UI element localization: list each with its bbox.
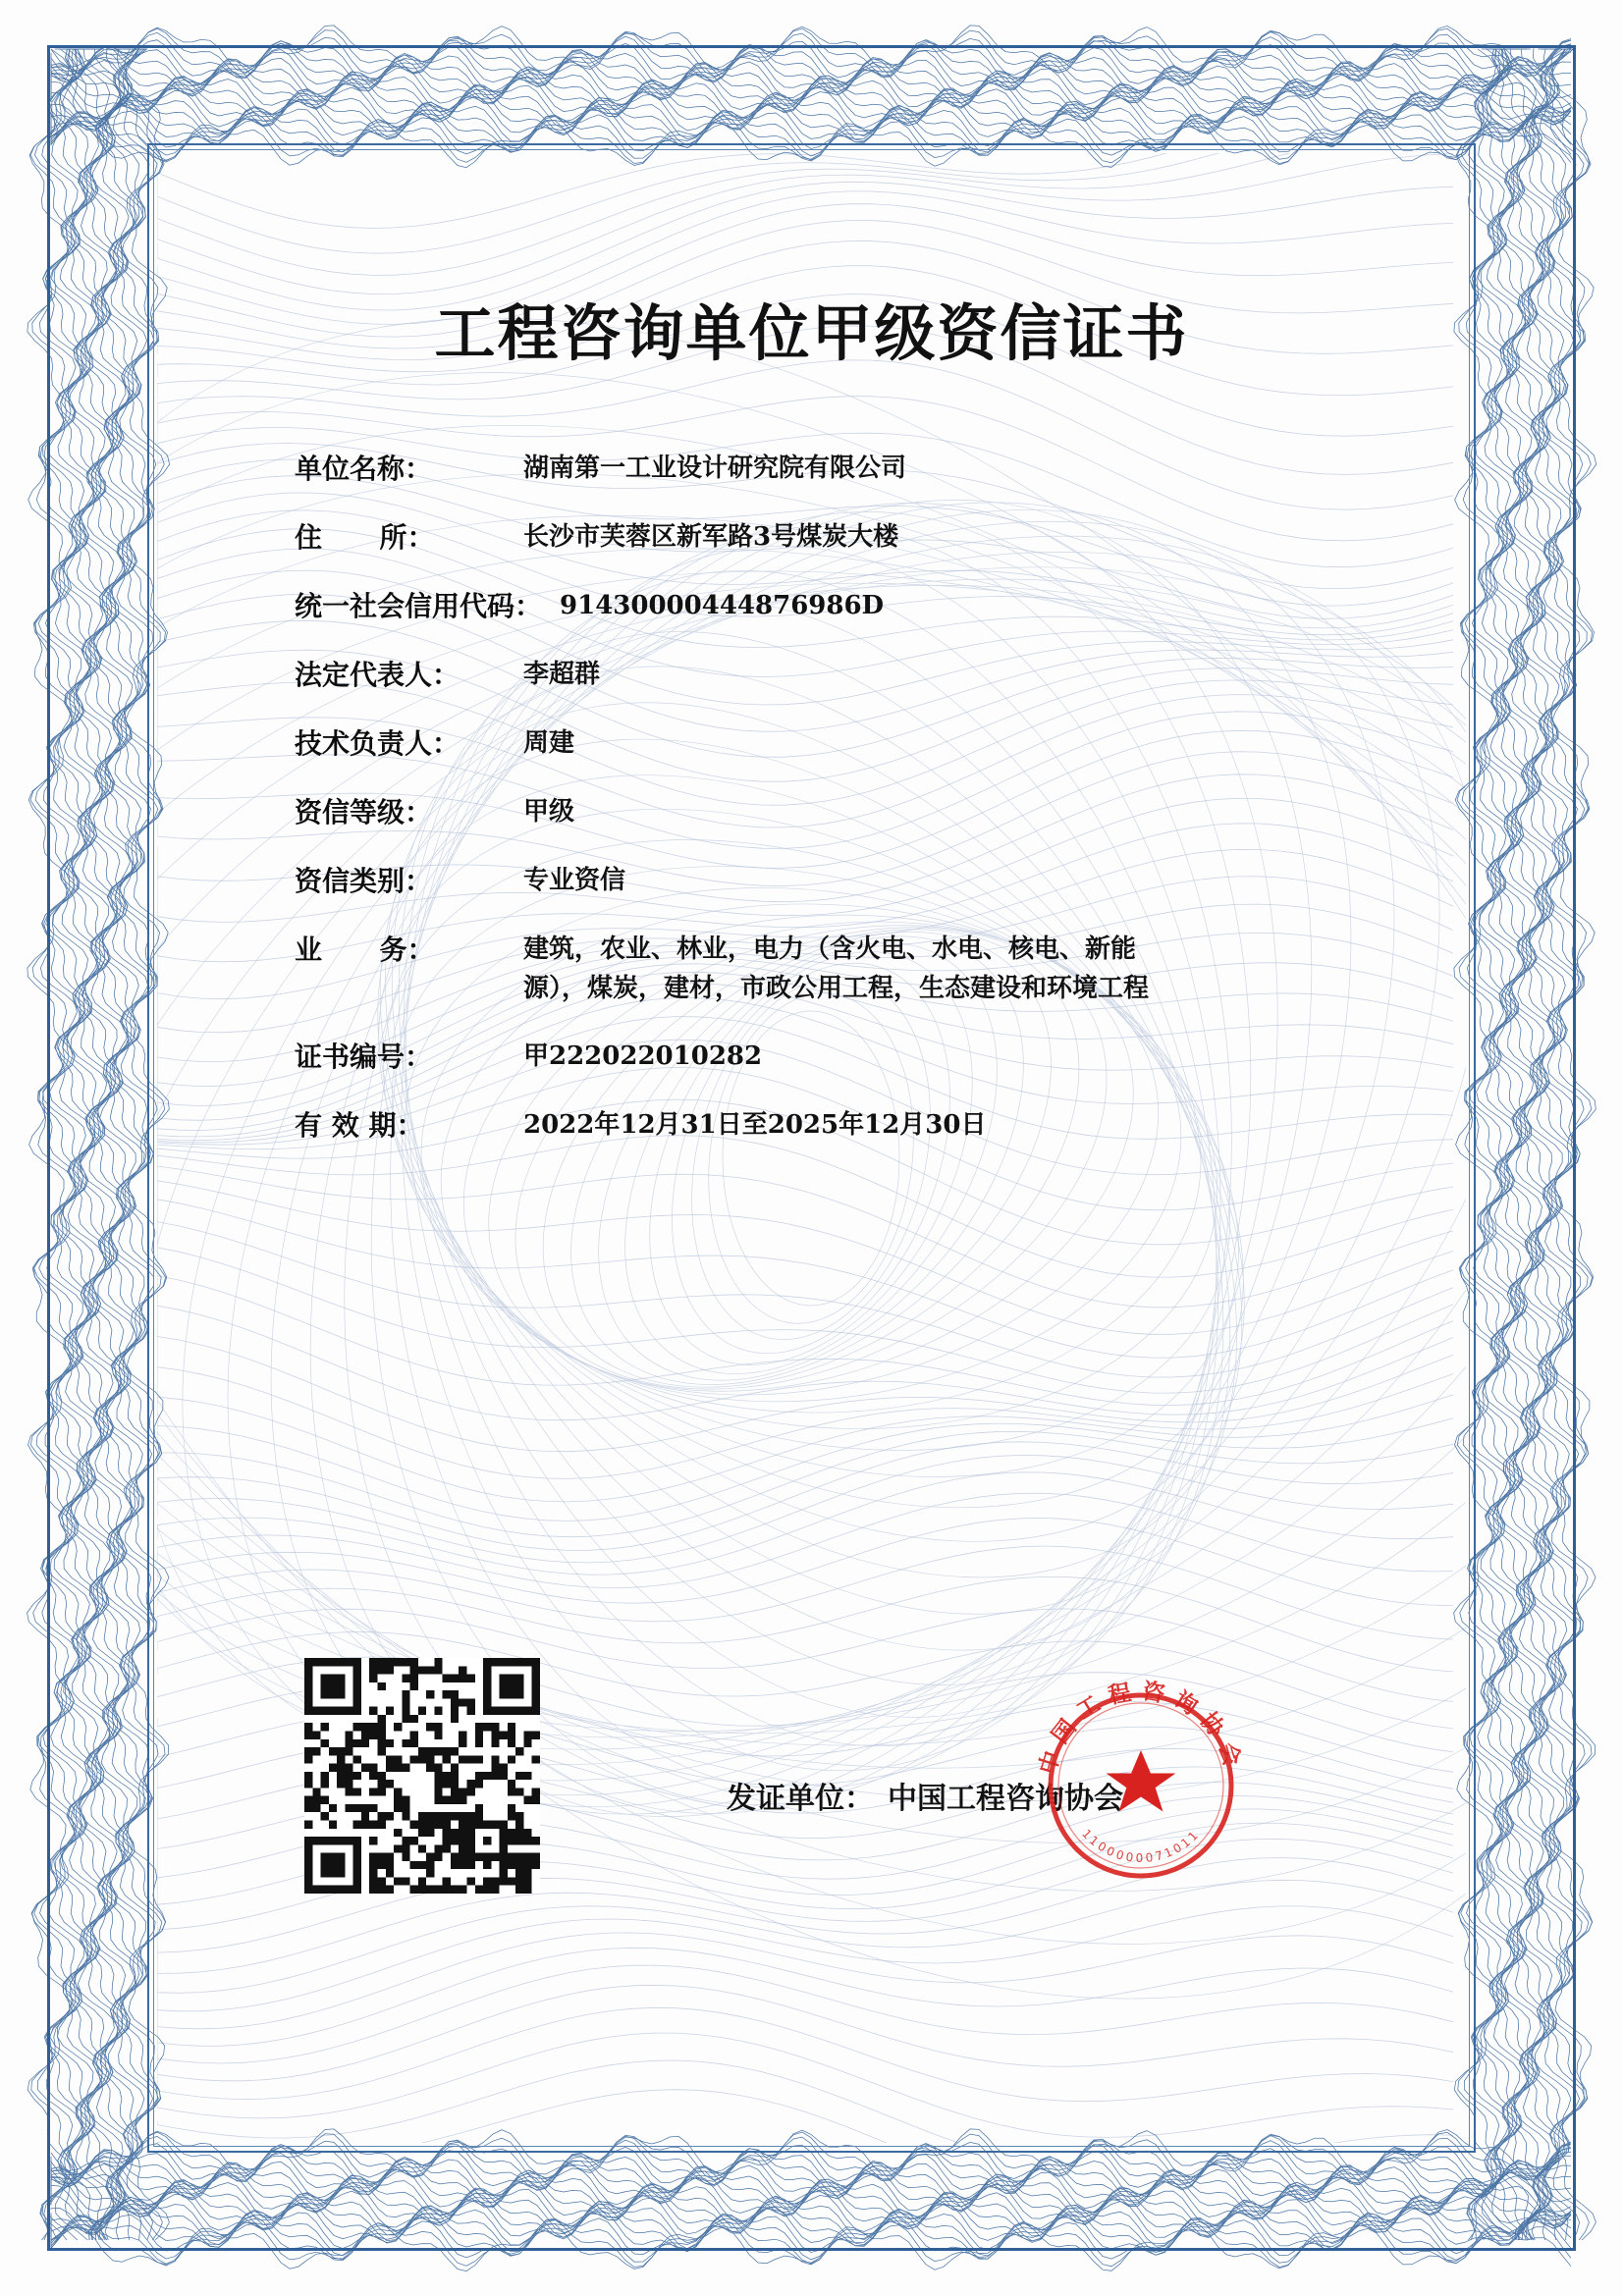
- field-row-address: [295, 517, 1387, 559]
- label-credit-category: 资信类别：: [295, 865, 433, 897]
- certificate-footer: [177, 1658, 1446, 1952]
- label-certificate-number: 证书编号：: [295, 1040, 433, 1073]
- issuer-name: 中国工程咨询协会: [888, 1782, 1123, 1816]
- value-certificate-number: 甲222022010282: [523, 1041, 763, 1071]
- page-title: 工程咨询单位甲级资信证书: [434, 297, 1189, 369]
- label-technical-director: 技术负责人：: [295, 727, 460, 760]
- label-legal-representative: 法定代表人：: [295, 659, 460, 691]
- certificate-content: [177, 167, 1446, 2129]
- field-row-business-scope: [295, 930, 1387, 1009]
- field-row-legal-representative: [295, 655, 1387, 696]
- label-company-name: 单位名称：: [295, 453, 433, 485]
- field-row-certificate-number: [295, 1037, 1387, 1078]
- label-business-scope: 业 务：: [295, 934, 435, 966]
- official-seal: [1023, 1668, 1259, 1903]
- field-row-credit-category: [295, 861, 1387, 902]
- field-row-credit-grade: [295, 792, 1387, 833]
- value-legal-representative: 李超群: [523, 660, 601, 689]
- label-address: 住 所：: [295, 521, 435, 554]
- value-credit-grade: 甲级: [523, 797, 575, 827]
- value-technical-director: 周建: [523, 728, 575, 758]
- label-unified-social-credit-code: 统一社会信用代码：: [295, 590, 543, 622]
- value-credit-category: 专业资信: [523, 866, 626, 895]
- value-company-name: 湖南第一工业设计研究院有限公司: [523, 454, 907, 483]
- field-list: [295, 449, 1387, 1147]
- field-row-validity-period: [295, 1105, 1387, 1147]
- field-row-company-name: [295, 449, 1387, 490]
- qr-code-icon[interactable]: [304, 1658, 540, 1894]
- svg-text:1100000071011: 1100000071011: [1079, 1826, 1203, 1865]
- issuer-label: 发证单位：: [727, 1782, 874, 1816]
- field-row-technical-director: [295, 723, 1387, 765]
- label-credit-grade: 资信等级：: [295, 796, 433, 828]
- five-point-star-icon: [1107, 1750, 1176, 1812]
- value-unified-social-credit-code: 91430000444876986D: [560, 591, 885, 620]
- value-validity-period: 2022年12月31日至2025年12月30日: [523, 1109, 987, 1140]
- svg-text:中国工程咨询协会: 中国工程咨询协会: [1034, 1677, 1248, 1778]
- value-address: 长沙市芙蓉区新军路3号煤炭大楼: [523, 522, 899, 552]
- field-row-unified-social-credit-code: [295, 586, 1387, 627]
- label-validity-period: 有 效 期：: [295, 1108, 424, 1142]
- value-business-scope: 建筑，农业、林业，电力（含火电、水电、核电、新能源），煤炭，建材，市政公用工程，生态建设和环境工程: [523, 934, 1150, 1004]
